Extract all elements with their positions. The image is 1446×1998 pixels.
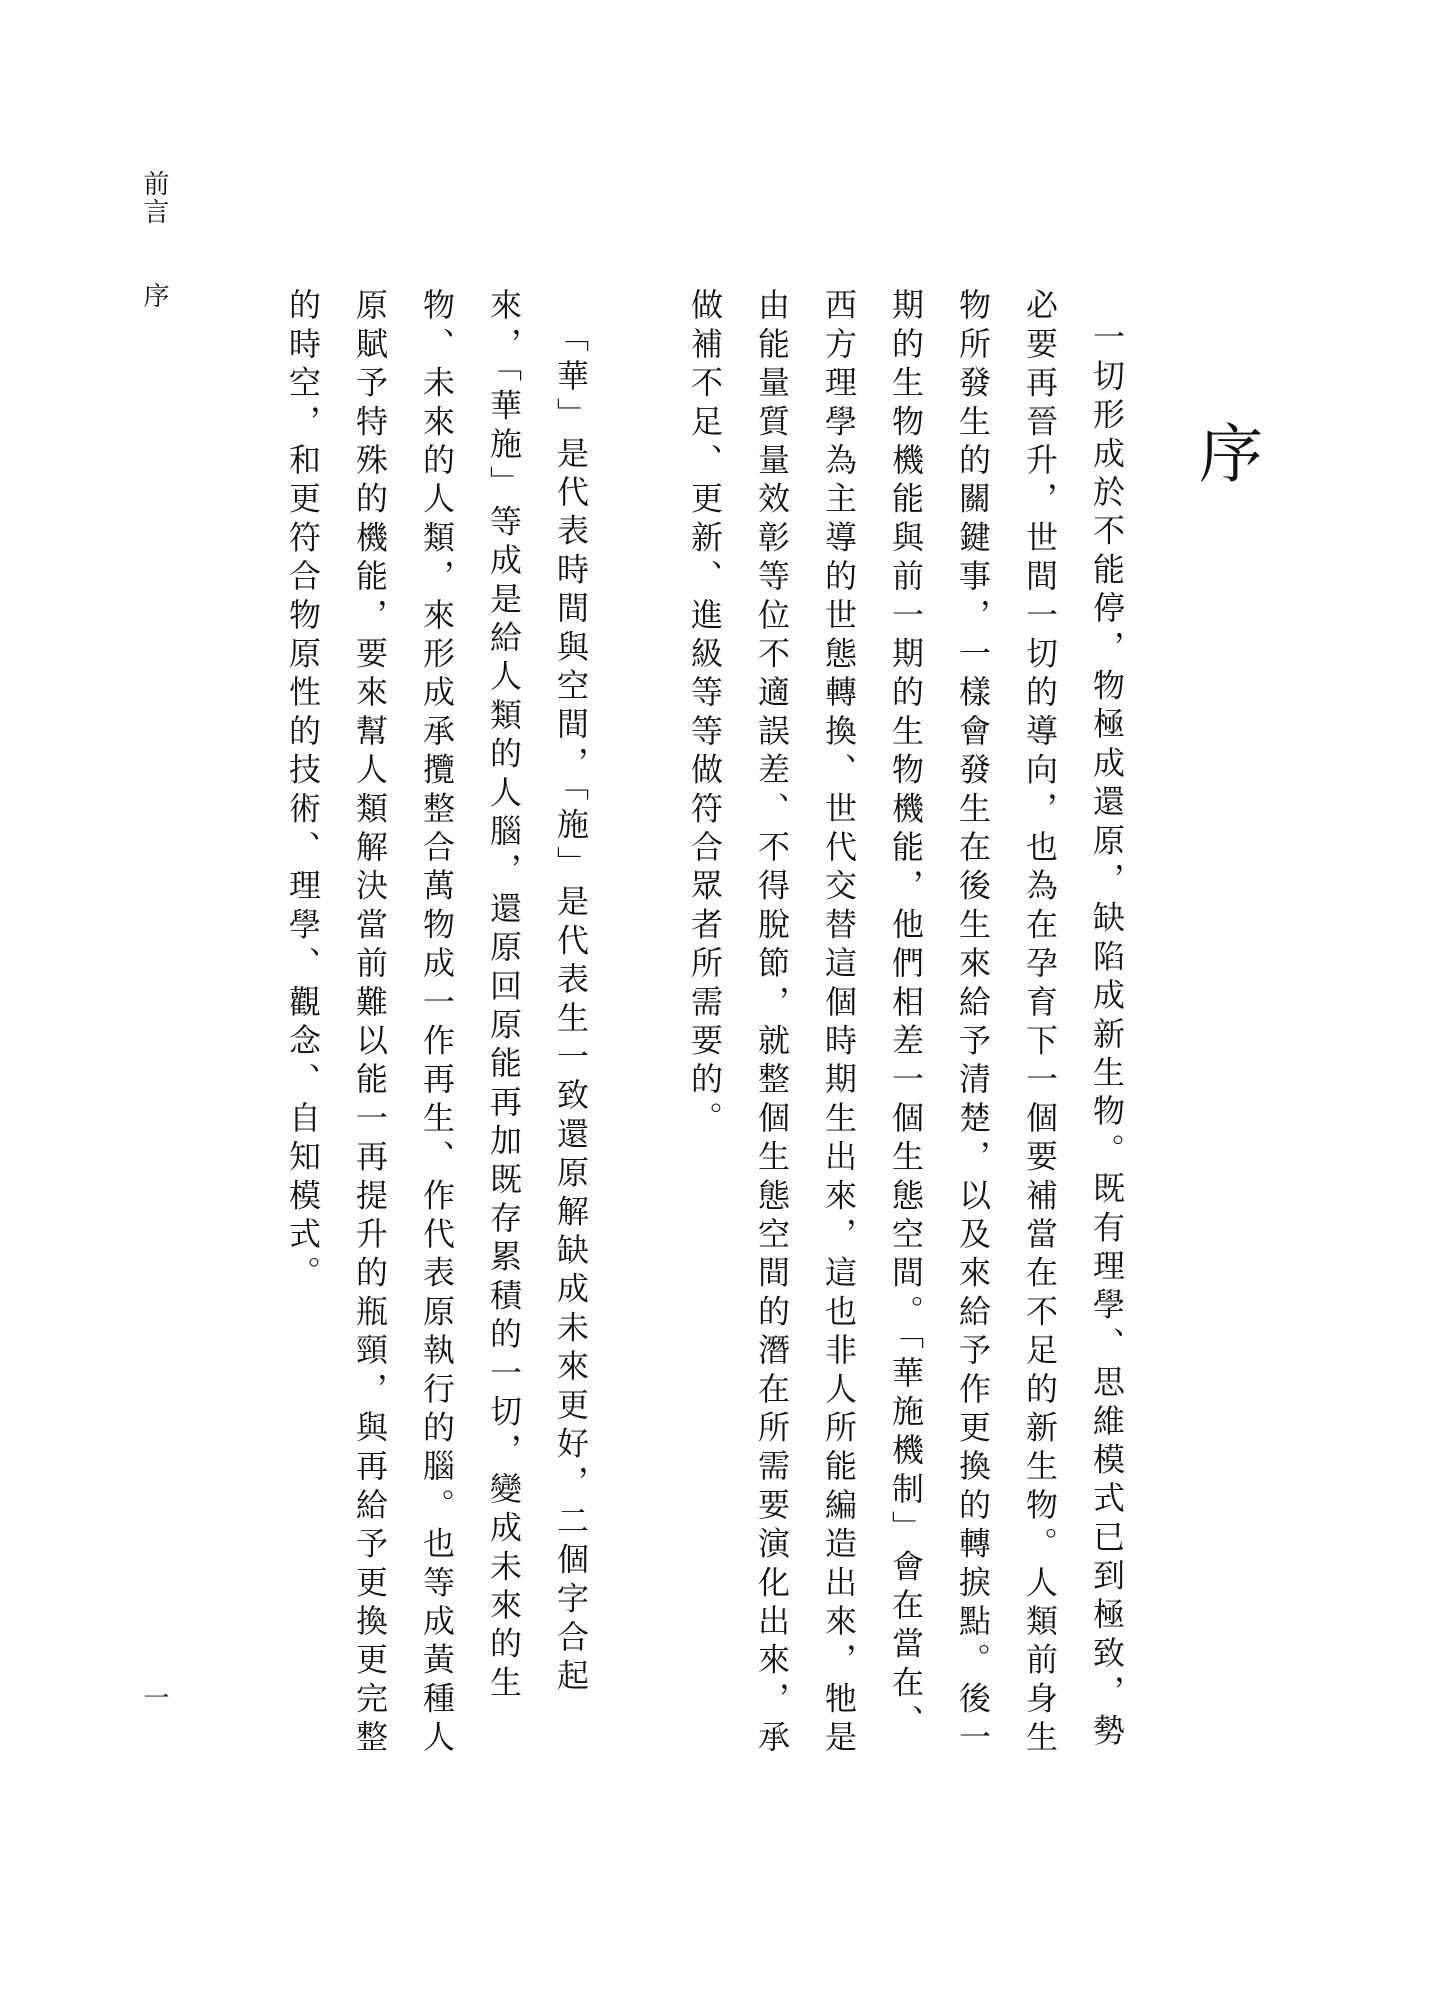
body-text bbox=[269, 288, 1140, 1768]
page-number: 一 bbox=[139, 1684, 169, 1710]
running-head bbox=[134, 170, 174, 310]
paragraph-1: 一切形成於不能停，物極成還原，缺陷成新生物。既有理學、思維模式已到極致，勢必要再晉升，世間一切的導向，也為在孕育下一個要補當在不足的新生物。人類前身生物所發生的關鍵事，一樣會發生在後生來給予清楚，以及來給予作更換的轉捩點。後一期的生物機能與前一期的生物機能，他們相差一個生態空間。「華施機制」會在當在、西方理學為主導的世態轉換、世代交替這個時期生出來，這也非人所能編造出來，牠是由能量質量效彰等位不適誤差、不得脫節，就整個生態空間的潛在所需要演化出來，承做補不足、更新、進級等等做符合眾者所需要的。 bbox=[686, 288, 1126, 1759]
paragraph-2: 「華」是代表時間與空間，「施」是代表生一致還原解缺成未來更好，二個字合起來，「華施」等成是給人類的人腦，還原回原能再加既存累積的一切，變成未來的生物、未來的人類，來形成承攬整合萬物成一作再生、作代表原執行的腦。也等成黃種人原賦予特殊的機能，要來幫人類解決當前難以能一再提升的瓶頸，與再給予更換更完整的時空，和更符合物原性的技術、理學、觀念、自知模式。 bbox=[284, 288, 590, 1759]
running-head-chapter: 序 bbox=[139, 282, 169, 310]
chapter-title: 序 bbox=[1188, 420, 1262, 484]
page-margin bbox=[134, 170, 174, 1710]
running-head-section: 前言 bbox=[139, 170, 169, 226]
